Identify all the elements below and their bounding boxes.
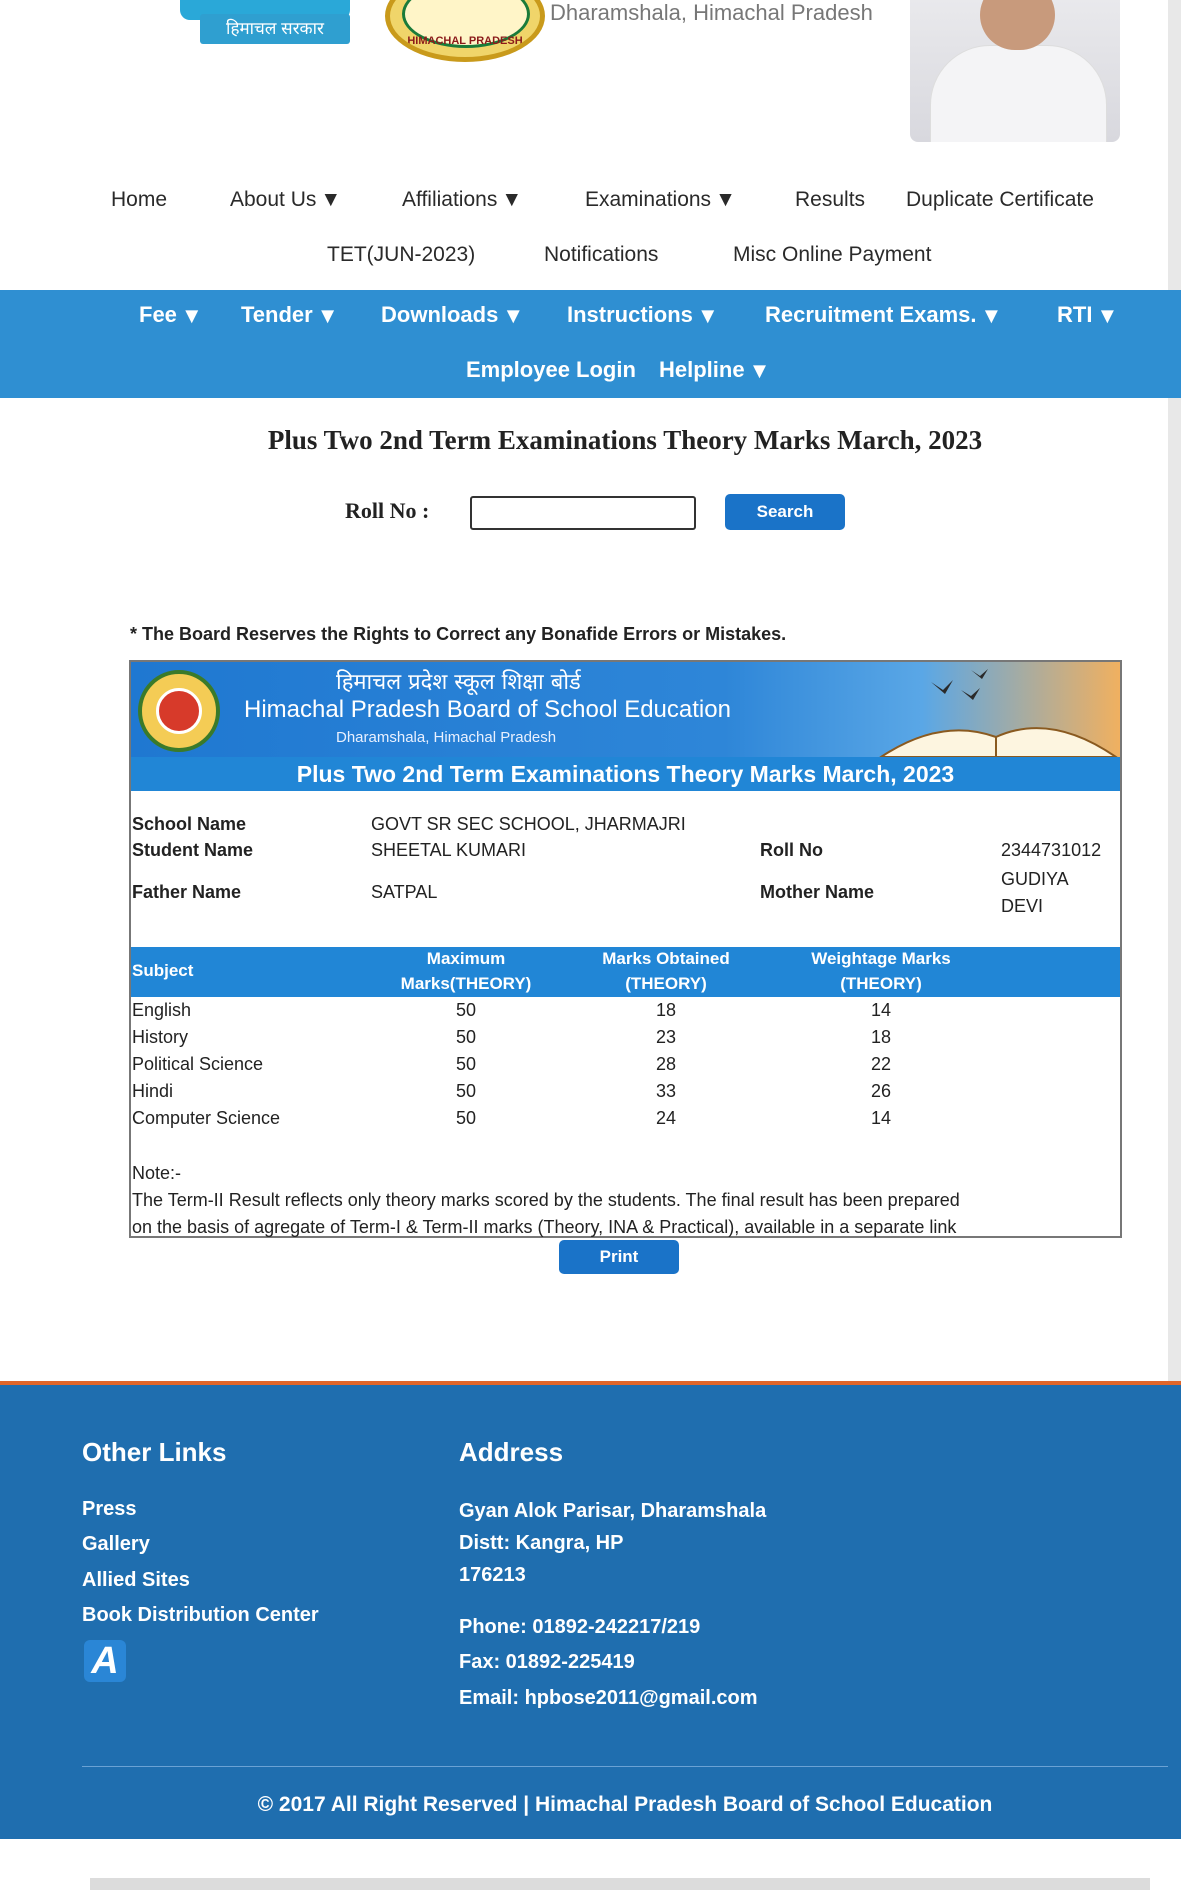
note-line2: on the basis of agregate of Term-I & Term-II marks (Theory, INA & Practical), available in a separate link [132, 1217, 957, 1237]
roll-no-label: Roll No : [345, 498, 430, 523]
nav-about-us[interactable] [230, 188, 341, 212]
row-weightage: 26 [870, 1081, 892, 1101]
col-obtained-line2: (THEORY) [625, 974, 707, 993]
page-title: Plus Two 2nd Term Examinations Theory Marks March, 2023 [267, 425, 983, 455]
nav-examinations-label: Examinations [585, 188, 712, 211]
header-place: Dharamshala, Himachal Pradesh [550, 0, 873, 25]
result-note [132, 1160, 1117, 1241]
nav-about-label: About Us [230, 188, 317, 211]
footer-divider [82, 1766, 1168, 1767]
print-button[interactable]: Print [559, 1240, 679, 1274]
portrait-head [980, 0, 1055, 50]
footer-link-allied-sites[interactable]: Allied Sites [82, 1569, 190, 1591]
row-max: 50 [455, 1081, 477, 1101]
accessibility-a-icon[interactable]: A [84, 1640, 126, 1682]
bottom-scrollbar[interactable] [90, 1878, 1150, 1890]
student-name-value: SHEETAL KUMARI [371, 840, 527, 860]
caret-down-icon: ▼ [180, 303, 203, 329]
col-obtained-line1: Marks Obtained [602, 949, 730, 968]
row-subject: Computer Science [132, 1108, 281, 1128]
caret-down-icon: ▼ [502, 303, 525, 329]
sarkar-logo-tag: हिमाचल सरकार [200, 14, 350, 44]
nav-duplicate-certificate[interactable]: Duplicate Certificate [906, 188, 1094, 211]
father-name-label: Father Name [132, 882, 242, 902]
school-name-value: GOVT SR SEC SCHOOL, JHARMAJRI [371, 814, 686, 834]
school-name-label: School Name [132, 814, 247, 834]
nav-fee[interactable] [139, 302, 203, 329]
table-row [131, 1054, 1120, 1081]
row-subject: English [132, 1000, 192, 1020]
nav-tender[interactable] [241, 302, 339, 329]
caret-down-icon: ▼ [320, 188, 342, 212]
nav-downloads-label: Downloads [381, 302, 499, 327]
nav-instructions[interactable] [567, 302, 719, 329]
nav-home-label: Home [111, 188, 168, 211]
card-header [131, 662, 1120, 757]
copyright: © 2017 All Right Reserved | Himachal Pradesh Board of School Education [257, 1793, 993, 1816]
nav-helpline-label: Helpline [659, 357, 745, 382]
row-max: 50 [455, 1027, 477, 1047]
nav-tender-label: Tender [241, 302, 313, 327]
row-weightage: 14 [870, 1108, 892, 1128]
row-subject: Hindi [132, 1081, 174, 1101]
col-max-line2: Marks(THEORY) [400, 974, 532, 993]
mother-name-line2: DEVI [1001, 896, 1044, 916]
caret-down-icon: ▼ [748, 358, 771, 384]
footer-link-gallery[interactable]: Gallery [82, 1533, 150, 1555]
address-line-2: Distt: Kangra, HP [459, 1532, 624, 1554]
himachal-sarkar-logo[interactable] [170, 0, 355, 50]
footer-fax: Fax: 01892-225419 [459, 1651, 635, 1673]
caret-down-icon: ▼ [501, 188, 523, 212]
nav-fee-label: Fee [139, 302, 177, 327]
footer-link-book-distribution[interactable]: Book Distribution Center [82, 1604, 319, 1626]
mother-name-label: Mother Name [760, 882, 875, 902]
official-portrait [910, 0, 1120, 142]
nav-affiliations-label: Affiliations [402, 188, 498, 211]
row-max: 50 [455, 1054, 477, 1074]
row-subject: Political Science [132, 1054, 264, 1074]
disclaimer-text: * The Board Reserves the Rights to Correct any Bonafide Errors or Mistakes. [130, 624, 787, 644]
address-line-3: 176213 [459, 1564, 526, 1586]
nav-instructions-label: Instructions [567, 302, 693, 327]
nav-affiliations[interactable] [402, 188, 522, 212]
row-weightage: 14 [870, 1000, 892, 1020]
seal-center [156, 688, 202, 734]
caret-down-icon: ▼ [1096, 303, 1119, 329]
mother-name-line1: GUDIYA [1001, 869, 1069, 889]
other-links-title: Other Links [82, 1437, 227, 1467]
table-row [131, 1108, 1120, 1135]
footer [0, 1381, 1181, 1839]
caret-down-icon: ▼ [696, 303, 719, 329]
nav-home[interactable] [111, 188, 167, 212]
row-obtained: 24 [655, 1108, 677, 1128]
roll-no-input[interactable] [470, 496, 696, 530]
nav-rti[interactable] [1057, 302, 1118, 329]
board-seal-logo[interactable] [385, 0, 545, 62]
note-label: Note:- [132, 1163, 182, 1183]
card-title: Plus Two 2nd Term Examinations Theory Marks March, 2023 [131, 757, 1120, 791]
roll-no-info-label: Roll No [760, 840, 823, 860]
nav-examinations[interactable] [585, 188, 736, 212]
book-birds-icon [871, 662, 1121, 757]
caret-down-icon: ▼ [980, 303, 1003, 329]
row-obtained: 23 [655, 1027, 677, 1047]
row-weightage: 18 [870, 1027, 892, 1047]
search-button[interactable]: Search [725, 494, 845, 530]
col-max-line1: Maximum [426, 949, 506, 968]
primary-nav [0, 188, 1168, 218]
board-seal-icon [138, 670, 220, 752]
nav-recruitment-label: Recruitment Exams. [765, 302, 977, 327]
secondary-nav [0, 290, 1181, 398]
primary-nav-row2 [0, 243, 1168, 273]
table-row [131, 1027, 1120, 1054]
nav-helpline[interactable] [659, 357, 770, 384]
address-line-1: Gyan Alok Parisar, Dharamshala [459, 1500, 767, 1522]
address-title: Address [459, 1437, 564, 1467]
nav-results[interactable]: Results [795, 188, 866, 211]
nav-misc-online-payment[interactable]: Misc Online Payment [733, 243, 932, 266]
row-weightage: 22 [870, 1054, 892, 1074]
nav-notifications[interactable]: Notifications [544, 243, 659, 266]
footer-phone: Phone: 01892-242217/219 [459, 1616, 701, 1638]
caret-down-icon: ▼ [316, 303, 339, 329]
row-obtained: 33 [655, 1081, 677, 1101]
col-subject: Subject [132, 961, 194, 980]
board-name-hindi: हिमाचल प्रदेश स्कूल शिक्षा बोर्ड [336, 670, 581, 695]
marks-table-header [131, 947, 1120, 997]
table-row [131, 1000, 1120, 1027]
footer-email[interactable]: Email: hpbose2011@gmail.com [459, 1687, 758, 1709]
result-card [129, 660, 1122, 1238]
col-weightage-line2: (THEORY) [840, 974, 922, 993]
nav-downloads[interactable] [381, 302, 524, 329]
nav-employee-login[interactable]: Employee Login [466, 357, 636, 382]
nav-tet[interactable]: TET(JUN-2023) [327, 243, 476, 266]
caret-down-icon: ▼ [715, 188, 736, 212]
nav-rti-label: RTI [1057, 302, 1093, 327]
board-name: Himachal Pradesh Board of School Education [244, 696, 731, 723]
board-place: Dharamshala, Himachal Pradesh [336, 729, 557, 746]
footer-link-press[interactable]: Press [82, 1498, 137, 1520]
portrait-body [930, 45, 1107, 142]
row-max: 50 [455, 1108, 477, 1128]
table-row [131, 1081, 1120, 1108]
roll-no-value: 2344731012 [1001, 840, 1102, 860]
seal-text: HIMACHAL PRADESH [407, 35, 523, 47]
father-name-value: SATPAL [371, 882, 438, 902]
row-obtained: 28 [655, 1054, 677, 1074]
row-max: 50 [455, 1000, 477, 1020]
row-obtained: 18 [655, 1000, 677, 1020]
page-scrollbar[interactable] [1168, 0, 1181, 1460]
col-weightage-line1: Weightage Marks [811, 949, 951, 968]
student-name-label: Student Name [132, 840, 254, 860]
nav-recruitment-exams[interactable] [765, 302, 1002, 329]
note-line1: The Term-II Result reflects only theory marks scored by the students. The final result has been prepared [132, 1190, 960, 1210]
row-subject: History [132, 1027, 189, 1047]
